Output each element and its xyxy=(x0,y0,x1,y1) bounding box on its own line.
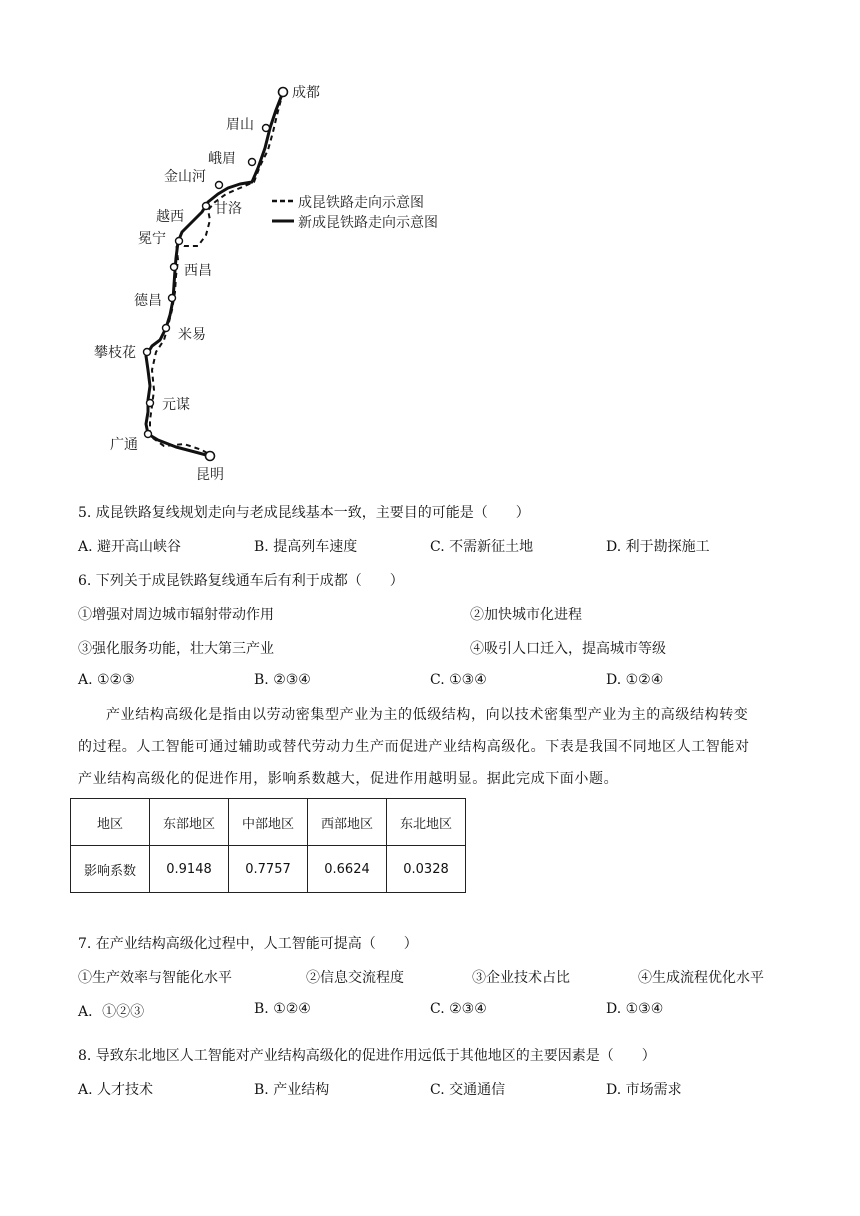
question-8-stem: 8. 导致东北地区人工智能对产业结构高级化的促进作用远低于其他地区的主要因素是（ ） xyxy=(78,1048,656,1064)
city-label-meishan: 眉山 xyxy=(226,117,254,133)
q7-item-2: ②信息交流程度 xyxy=(306,970,404,986)
city-label-mianning: 冕宁 xyxy=(138,231,166,247)
railway-map-graphic xyxy=(80,70,480,490)
q6-option-d[interactable]: D. ①②④ xyxy=(606,672,664,688)
q6-item-3: ③强化服务功能，壮大第三产业 xyxy=(78,641,274,657)
passage-line-3: 产业结构高级化的促进作用，影响系数越大，促进作用越明显。据此完成下面小题。 xyxy=(78,771,619,787)
city-label-xichang: 西昌 xyxy=(184,263,212,279)
q5-option-a[interactable]: A. 避开高山峡谷 xyxy=(78,539,182,555)
q8-option-b[interactable]: B. 产业结构 xyxy=(254,1082,330,1098)
q8-option-a[interactable]: A. 人才技术 xyxy=(78,1082,154,1098)
station-marker xyxy=(279,88,288,97)
station-marker xyxy=(144,349,151,356)
question-7-stem: 7. 在产业结构高级化过程中，人工智能可提高（ ） xyxy=(78,936,418,952)
q6-item-1: ①增强对周边城市辐射带动作用 xyxy=(78,607,274,623)
q5-option-d[interactable]: D. 利于勘探施工 xyxy=(606,539,710,555)
q5-option-c[interactable]: C. 不需新征土地 xyxy=(430,539,534,555)
q8-option-c[interactable]: C. 交通通信 xyxy=(430,1082,506,1098)
impact-coefficient-table xyxy=(70,798,466,893)
table-row xyxy=(71,846,466,893)
city-label-miyi: 米易 xyxy=(178,327,206,343)
passage-line-1 xyxy=(78,699,778,731)
table-cell: 0.0328 xyxy=(387,846,466,893)
q7-item-1: ①生产效率与智能化水平 xyxy=(78,970,232,986)
q7-item-4: ④生成流程优化水平 xyxy=(638,970,764,986)
city-label-kunming: 昆明 xyxy=(196,467,224,483)
q7-option-a[interactable]: A．①②③ xyxy=(78,1004,145,1020)
table-cell: 0.6624 xyxy=(308,846,387,893)
table-header-cell: 中部地区 xyxy=(229,799,308,846)
passage-line-2: 的过程。人工智能可通过辅助或替代劳动力生产而促进产业结构高级化。下表是我国不同地区人工智能对 xyxy=(78,739,750,755)
station-marker xyxy=(145,431,152,438)
table-cell: 0.7757 xyxy=(229,846,308,893)
station-marker xyxy=(206,452,215,461)
q7-option-b[interactable]: B. ①②④ xyxy=(254,1001,311,1017)
city-label-guangtong: 广通 xyxy=(110,437,138,453)
q6-option-b[interactable]: B. ②③④ xyxy=(254,672,311,688)
table-cell: 影响系数 xyxy=(71,846,150,893)
q8-option-d[interactable]: D. 市场需求 xyxy=(606,1082,682,1098)
question-5-stem: 5. 成昆铁路复线规划走向与老成昆线基本一致，主要目的可能是（ ） xyxy=(78,505,530,521)
station-marker xyxy=(163,325,170,332)
city-label-chengdu: 成都 xyxy=(292,85,320,101)
table-header-cell: 东北地区 xyxy=(387,799,466,846)
q7-option-d[interactable]: D. ①③④ xyxy=(606,1001,664,1017)
table-header-cell: 东部地区 xyxy=(150,799,229,846)
q5-option-b[interactable]: B. 提高列车速度 xyxy=(254,539,358,555)
station-marker xyxy=(147,400,154,407)
q6-item-2: ②加快城市化进程 xyxy=(470,607,582,623)
table-header-cell: 西部地区 xyxy=(308,799,387,846)
city-label-yuexi: 越西 xyxy=(156,209,184,225)
table-header-cell: 地区 xyxy=(71,799,150,846)
railway-map xyxy=(80,70,480,490)
q6-option-c[interactable]: C. ①③④ xyxy=(430,672,487,688)
table-cell: 0.9148 xyxy=(150,846,229,893)
city-label-ganluo: 甘洛 xyxy=(214,201,242,217)
station-marker xyxy=(249,159,256,166)
station-marker xyxy=(203,203,210,210)
legend-old-line-label: 成昆铁路走向示意图 xyxy=(298,195,424,211)
table-header-row xyxy=(71,799,466,846)
q7-item-3: ③企业技术占比 xyxy=(472,970,570,986)
city-label-yuanmou: 元谋 xyxy=(162,397,190,413)
station-marker xyxy=(176,238,183,245)
city-label-jinshanhe: 金山河 xyxy=(164,169,206,185)
city-label-dechang: 德昌 xyxy=(134,293,162,309)
city-label-emei: 峨眉 xyxy=(208,151,236,167)
passage xyxy=(78,699,778,795)
station-marker xyxy=(169,295,176,302)
legend-new-line-label: 新成昆铁路走向示意图 xyxy=(298,215,438,231)
question-6-stem: 6. 下列关于成昆铁路复线通车后有利于成都（ ） xyxy=(78,573,404,589)
q6-option-a[interactable]: A. ①②③ xyxy=(78,672,135,688)
q7-option-c[interactable]: C. ②③④ xyxy=(430,1001,487,1017)
passage-text-1: 产业结构高级化是指由以劳动密集型产业为主的低级结构，向以技术密集型产业为主的高级结构转变 xyxy=(106,707,749,723)
city-label-panzhihua: 攀枝花 xyxy=(94,345,136,361)
q6-item-4: ④吸引人口迁入，提高城市等级 xyxy=(470,641,666,657)
station-marker xyxy=(216,182,223,189)
station-marker xyxy=(171,264,178,271)
station-marker xyxy=(263,125,270,132)
